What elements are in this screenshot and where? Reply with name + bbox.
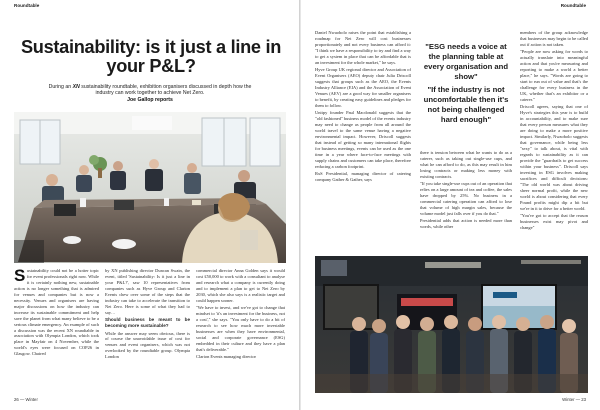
pull-quotes bbox=[420, 42, 512, 125]
headline: Sustainability: is it just a line in your P&L? bbox=[20, 37, 282, 76]
body-paragraph: Hyve Group UK regional director and Association of Event Organisers (AEO) deputy chair Julia Driscoll suggests that groups such as the AEO, the Events Industry Alliance (EIA) and the Association of Event Venues (AEV) are a good way for smaller organisers to benefit, by creating easy guidelines and pledges for them to follow. bbox=[315, 67, 411, 108]
body-paragraph: "We have to invest, and we've got to change that mindset to 'it's an investment for the business, not a cost'," she says. "You only have to do a bit of research to see how much more investable businesses are when they have environmental, social and corporate governance (ESG) embedded in their culture and they have a plan that's deliverable." bbox=[196, 305, 285, 352]
lead-text: ustainability could not be a hotter topic for event professionals right now. While it is certainly nothing new, sustainable action is no longer something that is admired for venues and companies but is now a necessity. Venues and organisers are having major discussions on how the industry can increase its sustainable commitment and help save the planet from what many believe to be a serious climate emergency. An example of such a discussion was the recent XN roundtable in association with Olympia London, which took place in Mayfair on 4 November, while the world's eyes were focused on COP26 in Glasgow. Chaired bbox=[14, 268, 99, 357]
standfirst-rest: sustainability roundtable, exhibition organisers discussed in depth how the industry can work together to achieve Net Zero. bbox=[79, 84, 252, 97]
body-column-2 bbox=[105, 268, 190, 394]
body-paragraph: While the answer may seem obvious, there is of course the unavoidable issue of cost for venues and event organisers, which was not overlooked by the roundtable group. Olympia London bbox=[105, 330, 190, 360]
lead-paragraph bbox=[14, 268, 99, 357]
subheading: Should business be meant to be becoming more sustainable? bbox=[105, 317, 190, 329]
left-folio: 26 — Winter bbox=[14, 397, 38, 402]
body-paragraph: Presidential adds that action is needed more than words, while other bbox=[420, 218, 512, 230]
body-paragraph: RxS Presidential, managing director of catering company Gather & Gather, says bbox=[315, 171, 411, 183]
section-tag: Roundtable bbox=[560, 3, 586, 8]
standfirst-lead: During an bbox=[48, 84, 73, 90]
right-folio: Winter — 23 bbox=[562, 397, 586, 402]
right-page bbox=[301, 0, 600, 410]
body-paragraph: Clarion Events managing director bbox=[196, 354, 257, 360]
body-paragraph: there is tension between what he wants to do as a caterer, such as taking out single-use cups, and what he can afford to do, as this may result in him losing contracts or making less money with existing contracts. bbox=[420, 150, 512, 179]
body-column-3 bbox=[196, 268, 285, 394]
body-column-4 bbox=[315, 30, 411, 250]
roundtable-photo bbox=[14, 112, 286, 263]
body-paragraph: "You've got to accept that the reason businesses exist may pivot and change" bbox=[520, 213, 588, 230]
body-paragraph: Driscoll agrees, saying that one of Hyve's strategies this year is to build in accountability, and to make sure that every person measures what they are doing to make a more positive impact. Similarly, Nwaobolo suggests that governance, while being less "sexy" to talk about, is vital with regards to sustainability as it can provide the "guardrails to get success within your business". Driscoll says investing in ESG involves making sacrifices and difficult decisions: "The old world was about driving sheer normal profit, while the new world is about considering that every Pound profits might dip a bit but we're in it to drive for a better world. bbox=[520, 104, 588, 211]
body-paragraph: "If you take single-use cups out of an operation that relies on a large amount of tea and coffee, the sales have dropped by 25%. No business in a commercial catering operation can afford to lose that volume of high margin sales, because the volume model just falls over if you do that." bbox=[420, 181, 512, 217]
body-paragraph: by XN publishing director Duncan Swain, the event, titled 'Sustainability: Is it just a line in your P&L?', saw 10 representatives from companies such as Hyve Group and Clarion Events chew over some of the steps that the industry can take to accelerate the transition to Net Zero. Here is some of what they had to say… bbox=[105, 268, 190, 315]
group-photo bbox=[315, 256, 588, 393]
body-paragraph: Unitpy founder Paul Macdonald suggests that the "old fashioned" business model of the events industry may need to change as people from all around the world travel to the same venue having a negative environmental impact. However, Driscoll suggests that instead of getting so many international flights for business meetings, events can be used as the one time in a year where face-to-face meetings with supply chains and customers can take place, therefore reducing a carbon footprint. bbox=[315, 110, 411, 169]
byline: Joe Gallop reports bbox=[127, 97, 173, 103]
body-column-5 bbox=[420, 150, 512, 250]
drop-cap: S bbox=[14, 268, 26, 285]
standfirst bbox=[40, 84, 260, 96]
body-paragraph: commercial director Anna Golden says it would cost £50,000 to work with a consultant to analyse and research what a company is currently doing and to implement a plan to get to Net Zero by 2030, which she also says is a realistic target and could happen sooner. bbox=[196, 268, 285, 303]
body-paragraph: Daniel Nwaobolo raises the point that establishing a roadmap for Net Zero will cost businesses proportionately and not every business can afford it: "I think we have a responsibility to try and find a way to get a system in place that can be affordable that is an investment for the whole market," he says. bbox=[315, 30, 411, 65]
body-paragraph: members of the group acknowledge that businesses may begin to be called out if action is not taken. bbox=[520, 30, 588, 47]
body-column-6 bbox=[520, 30, 588, 250]
pull-quote-1: "ESG needs a voice at the planning table at every organisation and show" bbox=[423, 42, 509, 81]
body-column-1 bbox=[14, 268, 99, 394]
section-tag: Roundtable bbox=[14, 3, 40, 8]
body-paragraph: "People are now asking for words to actually translate into meaningful action and that you're measuring and reporting to make a world a better place," he says. "Words are going to start to run out of value and that's the challenge for every business in the UK, whether that's an exhibitor or a caterer." bbox=[520, 49, 588, 102]
left-page bbox=[0, 0, 299, 410]
standfirst-brand: XN bbox=[72, 84, 80, 90]
pull-quote-2: "If the industry is not uncomfortable then it's not being challenged hard enough" bbox=[423, 85, 509, 124]
